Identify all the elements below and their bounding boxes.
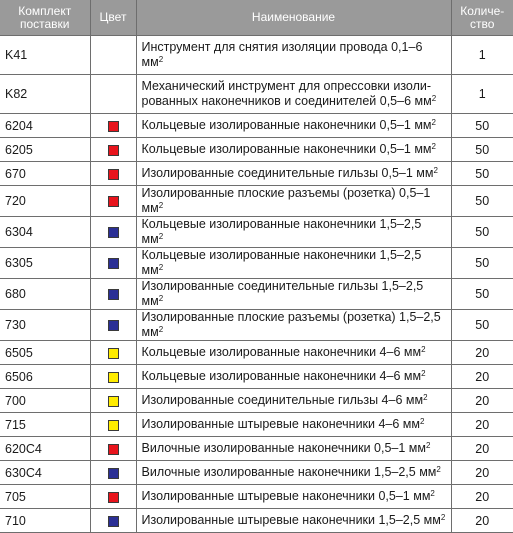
table-row xyxy=(0,75,513,114)
cell-qty: 50 xyxy=(451,217,513,248)
cell-name: Кольцевые изолированные наконечники 1,5–2,5 $мм^2$ xyxy=(136,248,451,279)
cell-code: 700 xyxy=(0,389,90,413)
table-row xyxy=(0,437,513,461)
header-name: Наименование xyxy=(136,0,451,36)
cell-code: K82 xyxy=(0,75,90,114)
cell-name: Кольцевые изолированные наконечники 4–6 $мм^2$ xyxy=(136,341,451,365)
cell-qty: 50 xyxy=(451,162,513,186)
table-row xyxy=(0,186,513,217)
cell-qty: 1 xyxy=(451,36,513,75)
color-swatch-yellow xyxy=(108,420,119,431)
cell-color xyxy=(90,509,136,533)
cell-name: Изолированные штыревые наконечники 1,5–2,5 $мм^2$ xyxy=(136,509,451,533)
table-row xyxy=(0,279,513,310)
table-row xyxy=(0,461,513,485)
cell-color xyxy=(90,437,136,461)
table-row xyxy=(0,365,513,389)
header-row xyxy=(0,0,513,36)
cell-qty: 20 xyxy=(451,365,513,389)
cell-color xyxy=(90,310,136,341)
color-swatch-red xyxy=(108,444,119,455)
cell-qty: 50 xyxy=(451,114,513,138)
cell-qty: 20 xyxy=(451,413,513,437)
cell-name: Механический инструмент для опрессовки изоли-рованных наконечников и соединителей 0,5–6 $мм^2$ xyxy=(136,75,451,114)
table-row xyxy=(0,36,513,75)
table-row xyxy=(0,509,513,533)
cell-color xyxy=(90,248,136,279)
cell-qty: 1 xyxy=(451,75,513,114)
cell-qty: 20 xyxy=(451,461,513,485)
color-swatch-red xyxy=(108,121,119,132)
cell-code: 6305 xyxy=(0,248,90,279)
cell-qty: 50 xyxy=(451,279,513,310)
table-row xyxy=(0,217,513,248)
table-row xyxy=(0,485,513,509)
color-swatch-red xyxy=(108,169,119,180)
cell-color xyxy=(90,138,136,162)
color-swatch-yellow xyxy=(108,348,119,359)
cell-name: Кольцевые изолированные наконечники 0,5–1 $мм^2$ xyxy=(136,138,451,162)
cell-color xyxy=(90,461,136,485)
cell-qty: 50 xyxy=(451,248,513,279)
cell-code: 710 xyxy=(0,509,90,533)
cell-code: 720 xyxy=(0,186,90,217)
cell-name: Изолированные штыревые наконечники 0,5–1 $мм^2$ xyxy=(136,485,451,509)
cell-code: 6204 xyxy=(0,114,90,138)
cell-color xyxy=(90,279,136,310)
cell-code: 680 xyxy=(0,279,90,310)
cell-code: 630C4 xyxy=(0,461,90,485)
cell-qty: 50 xyxy=(451,138,513,162)
cell-qty: 50 xyxy=(451,186,513,217)
cell-name: Вилочные изолированные наконечники 0,5–1 $мм^2$ xyxy=(136,437,451,461)
cell-color xyxy=(90,114,136,138)
color-swatch-red xyxy=(108,145,119,156)
cell-name: Вилочные изолированные наконечники 1,5–2,5 $мм^2$ xyxy=(136,461,451,485)
color-swatch-yellow xyxy=(108,372,119,383)
header-qty: Количе-ство xyxy=(451,0,513,36)
cell-color xyxy=(90,36,136,75)
cell-name: Инструмент для снятия изоляции провода 0,1–6 $мм^2$ xyxy=(136,36,451,75)
cell-color xyxy=(90,341,136,365)
cell-code: K41 xyxy=(0,36,90,75)
table-row xyxy=(0,138,513,162)
cell-code: 6505 xyxy=(0,341,90,365)
cell-qty: 20 xyxy=(451,509,513,533)
cell-name: Изолированные соединительные гильзы 0,5–1 $мм^2$ xyxy=(136,162,451,186)
table-row xyxy=(0,114,513,138)
cell-color xyxy=(90,413,136,437)
cell-name: Изолированные плоские разъемы (розетка) 1,5–2,5 $мм^2$ xyxy=(136,310,451,341)
cell-name: Кольцевые изолированные наконечники 4–6 $мм^2$ xyxy=(136,365,451,389)
table-row xyxy=(0,341,513,365)
color-swatch-blue xyxy=(108,227,119,238)
cell-code: 730 xyxy=(0,310,90,341)
cell-code: 6506 xyxy=(0,365,90,389)
cell-name: Изолированные соединительные гильзы 4–6 $мм^2$ xyxy=(136,389,451,413)
cell-code: 620C4 xyxy=(0,437,90,461)
color-swatch-blue xyxy=(108,468,119,479)
cell-qty: 20 xyxy=(451,341,513,365)
cell-color xyxy=(90,365,136,389)
cell-code: 705 xyxy=(0,485,90,509)
cell-name: Изолированные соединительные гильзы 1,5–2,5 $мм^2$ xyxy=(136,279,451,310)
color-swatch-blue xyxy=(108,320,119,331)
cell-name: Изолированные плоские разъемы (розетка) 0,5–1 $мм^2$ xyxy=(136,186,451,217)
cell-color xyxy=(90,389,136,413)
cell-qty: 50 xyxy=(451,310,513,341)
cell-code: 715 xyxy=(0,413,90,437)
cell-qty: 20 xyxy=(451,485,513,509)
cell-code: 670 xyxy=(0,162,90,186)
color-swatch-yellow xyxy=(108,396,119,407)
cell-color xyxy=(90,162,136,186)
header-code: Комплект поставки xyxy=(0,0,90,36)
table-row xyxy=(0,162,513,186)
header-color: Цвет xyxy=(90,0,136,36)
cell-code: 6205 xyxy=(0,138,90,162)
table-row xyxy=(0,389,513,413)
cell-color xyxy=(90,75,136,114)
table-row xyxy=(0,248,513,279)
color-swatch-blue xyxy=(108,516,119,527)
table-row xyxy=(0,310,513,341)
color-swatch-red xyxy=(108,196,119,207)
color-swatch-blue xyxy=(108,258,119,269)
color-swatch-blue xyxy=(108,289,119,300)
cell-name: Кольцевые изолированные наконечники 1,5–2,5 $мм^2$ xyxy=(136,217,451,248)
cell-color xyxy=(90,217,136,248)
cell-name: Кольцевые изолированные наконечники 0,5–1 $мм^2$ xyxy=(136,114,451,138)
table-body xyxy=(0,36,513,533)
table-row xyxy=(0,413,513,437)
cell-code: 6304 xyxy=(0,217,90,248)
cell-color xyxy=(90,485,136,509)
cell-color xyxy=(90,186,136,217)
cell-qty: 20 xyxy=(451,389,513,413)
cell-qty: 20 xyxy=(451,437,513,461)
color-swatch-red xyxy=(108,492,119,503)
cell-name: Изолированные штыревые наконечники 4–6 $мм^2$ xyxy=(136,413,451,437)
